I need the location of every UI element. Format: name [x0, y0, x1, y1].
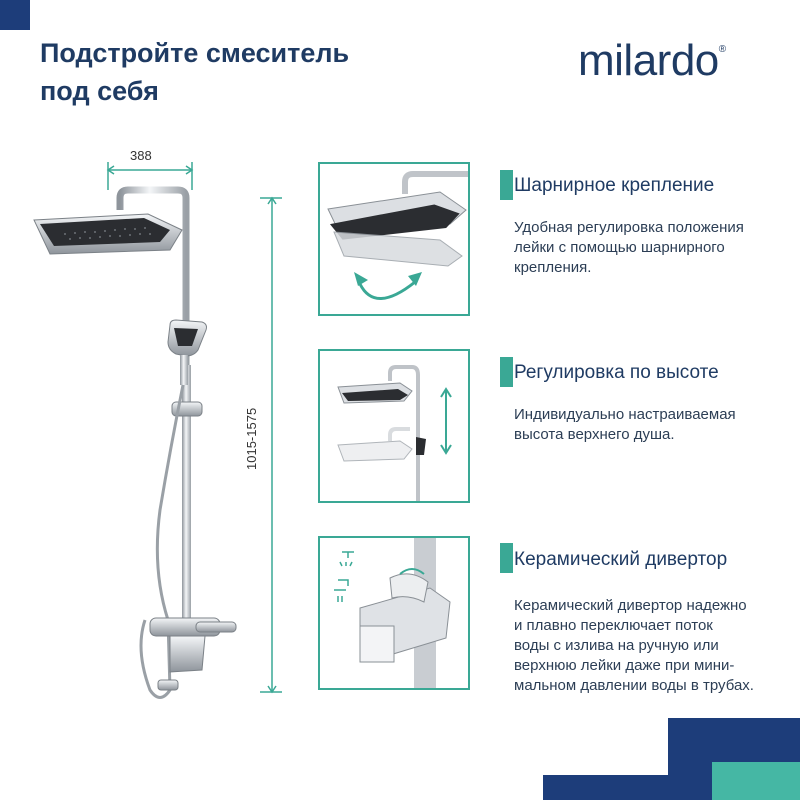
- diverter-illustration: [320, 538, 468, 688]
- feature-desc-diverter: Керамический дивертор надежно и плавно переключает поток воды с излива на ручную или верхнюю лейки даже при мини- мальном давлении воды в трубах.: [514, 597, 754, 694]
- mixer-body: [150, 618, 236, 690]
- feature-accent-tag: [500, 357, 513, 387]
- brand-logo: [578, 36, 726, 86]
- feature-accent-tag: [500, 543, 513, 573]
- feature-image-ceramic-diverter: [318, 536, 470, 690]
- shower-head-icon: [340, 552, 354, 566]
- feature-image-swivel-joint: [318, 162, 470, 316]
- feature-desc-swivel: Удобная регулировка положения лейки с помощью шарнирного крепления.: [514, 219, 744, 276]
- feature-title-swivel: Шарнирное крепление: [514, 175, 715, 196]
- height-adjust-illustration: [320, 351, 468, 501]
- registered-mark: ®: [718, 44, 726, 55]
- width-dimension-label: 388: [130, 148, 152, 163]
- feature-desc-height: Индивидуально настраиваемая высота верхнего душа.: [514, 406, 736, 443]
- shower-system-illustration: [20, 150, 310, 720]
- width-dimension-line: [108, 162, 192, 190]
- feature-image-height-adjust: [318, 349, 470, 503]
- height-dimension-line: [260, 198, 282, 692]
- brand-name: milardo: [578, 36, 719, 85]
- decor-block-teal: [712, 762, 800, 800]
- hand-shower: [168, 320, 207, 385]
- feature-title-diverter: Керамический дивертор: [514, 549, 728, 570]
- height-dimension-label: 1015-1575: [244, 407, 259, 470]
- swivel-joint-illustration: [320, 164, 468, 314]
- feature-accent-tag: [500, 170, 513, 200]
- page-title: Подстройте смеситель под себя: [40, 38, 350, 106]
- rain-shower-head: [34, 214, 182, 254]
- feature-title-height: Регулировка по высоте: [514, 362, 719, 383]
- faucet-icon: [334, 580, 348, 602]
- corner-accent-block: [0, 0, 30, 30]
